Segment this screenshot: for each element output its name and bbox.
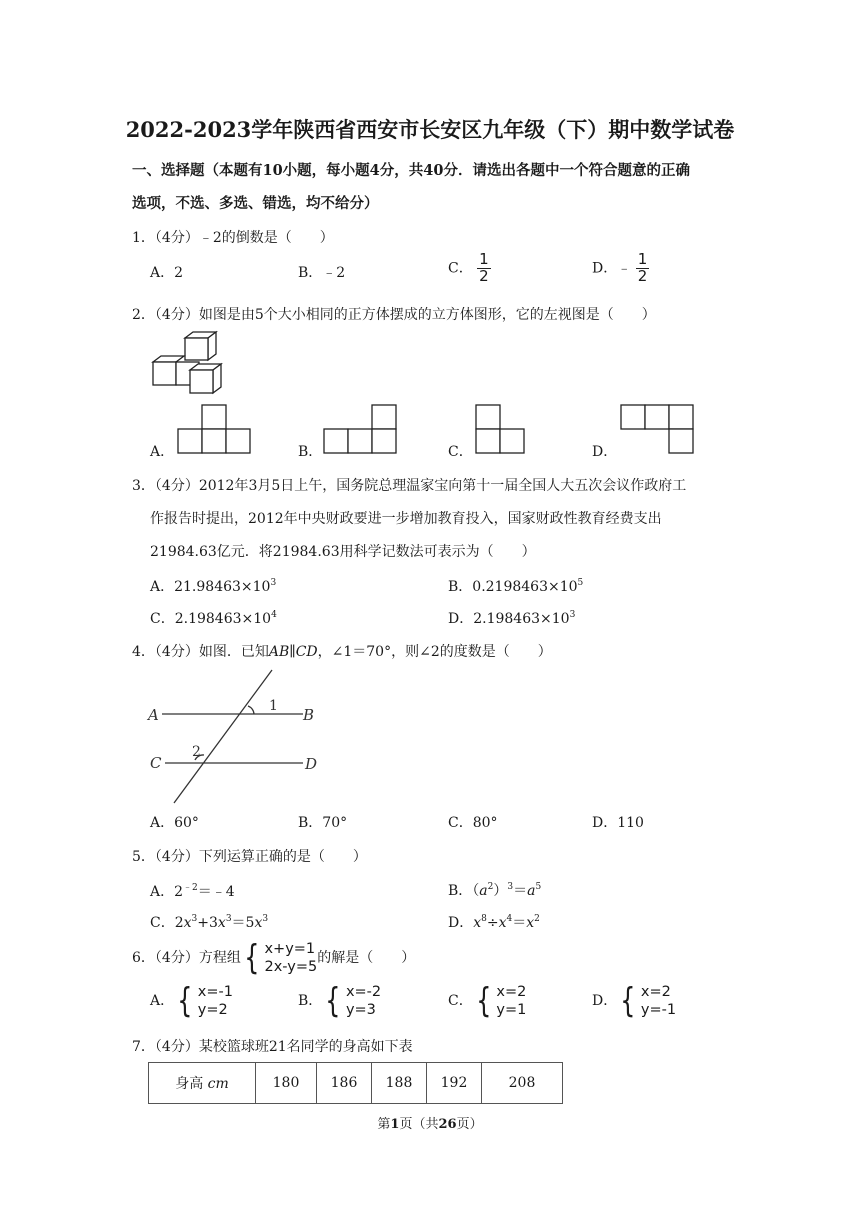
q6-option-b: [298, 981, 382, 1022]
q3-option-c: [150, 608, 277, 628]
text: A．2: [150, 884, 184, 900]
q2-option-c-figure: [474, 403, 530, 457]
equation-row: x=-1: [197, 984, 233, 1000]
exponent: 3: [507, 882, 514, 892]
q4-segment-cd: CD: [295, 644, 318, 660]
q1-stem: 1．（4分）﹣2的倒数是（ ）: [132, 230, 334, 246]
q6-stem-prefix: 6．（4分）方程组: [132, 950, 241, 967]
q3-option-b-text: B．0.2198463×10: [448, 579, 578, 595]
exponent: 3: [262, 914, 269, 924]
q6-option-a: [150, 981, 233, 1022]
page-total: 26: [438, 1117, 457, 1132]
q6-option-c: [448, 981, 527, 1022]
text: +3: [197, 915, 218, 931]
footer-text: 第: [377, 1117, 391, 1132]
table-cell: 192: [427, 1063, 482, 1104]
q2-option-a-figure: [176, 403, 254, 457]
table-cell: 188: [372, 1063, 427, 1104]
exponent: 5: [577, 578, 584, 588]
exponent: 8: [481, 914, 487, 924]
page-footer: [0, 1113, 860, 1132]
variable: a: [479, 883, 488, 899]
exponent: 4: [271, 610, 277, 620]
q4-option-a: A．60°: [150, 815, 199, 831]
equation-row: y=2: [197, 1002, 228, 1019]
variable: a: [527, 883, 536, 899]
table-row: [149, 1063, 563, 1104]
q5-option-a: [150, 880, 235, 901]
table-cell: 208: [482, 1063, 563, 1104]
fraction-denominator: 2: [479, 266, 489, 285]
exponent: ﹣2: [183, 883, 198, 893]
q1-option-d-label: D．﹣: [592, 260, 632, 277]
text: D．: [448, 915, 474, 931]
exponent: 2: [534, 914, 540, 924]
exponent: 3: [225, 914, 232, 924]
q3-stem-line2: 作报告时提出，2012年中央财政要进一步增加教育投入，国家财政性教育经费支出: [150, 511, 662, 527]
equation-row: x+y=1: [264, 941, 316, 957]
variable: x: [217, 915, 226, 931]
q7-stem: 7．（4分）某校篮球班21名同学的身高如下表: [132, 1039, 413, 1055]
q4-segment-ab: AB: [268, 644, 290, 660]
q6-option-d: [592, 981, 677, 1022]
text: C．2: [150, 915, 184, 931]
option-label: A．: [150, 993, 175, 1010]
height-table: [148, 1062, 563, 1104]
header-label: 身高: [175, 1076, 204, 1092]
fraction-numerator: 1: [479, 250, 489, 268]
q4-option-c: C．80°: [448, 815, 498, 831]
q1-option-c: [448, 252, 491, 285]
q6-stem-suffix: 的解是（ ）: [317, 950, 416, 967]
q4-option-d: D．110: [592, 815, 644, 831]
variable: x: [254, 915, 263, 931]
footer-text: 页）: [456, 1117, 483, 1132]
q1-option-a: A．2: [150, 265, 184, 281]
exponent: 5: [535, 882, 542, 892]
brace-icon: {: [325, 981, 341, 1022]
variable: x: [498, 915, 507, 931]
point-label-b: B: [303, 706, 315, 724]
q3-stem-line1: 3．（4分）2012年3月5日上午，国务院总理温家宝向第十一届全国人大五次会议作政府工: [132, 478, 687, 494]
table-cell: 186: [317, 1063, 372, 1104]
equation-row: 2x-y=5: [264, 959, 318, 976]
equation-row: y=-1: [640, 1002, 677, 1019]
exponent: 2: [487, 882, 494, 892]
exponent: 3: [191, 914, 198, 924]
page-title: 2022-2023学年陕西省西安市长安区九年级（下）期中数学试卷: [125, 117, 735, 142]
section-heading-line1: 一、选择题（本题有10小题，每小题4分，共40分．请选出各题中一个符合题意的正确: [132, 162, 690, 179]
q1-option-b: B．﹣2: [298, 265, 346, 281]
table-header-cell: [149, 1063, 256, 1104]
exponent: 3: [270, 578, 277, 588]
text: B．（: [448, 883, 480, 899]
angle-label-2: 2: [192, 744, 201, 760]
brace-icon: {: [244, 938, 260, 979]
q3-stem-line3: 21984.63亿元．将21984.63用科学记数法可表示为（ ）: [150, 544, 536, 560]
header-unit: cm: [207, 1076, 229, 1092]
exponent: 3: [569, 610, 576, 620]
q2-option-a-label: A．: [150, 444, 175, 460]
q4-parallel-lines-figure: [140, 665, 340, 807]
q5-option-d: [448, 912, 540, 932]
q1-option-d-fraction: [636, 252, 650, 285]
point-label-c: C: [150, 754, 162, 772]
q4-option-b: B．70°: [298, 815, 348, 831]
page-number: 1: [390, 1117, 400, 1132]
parallel-symbol: ∥: [289, 644, 296, 660]
q2-option-b-figure: [322, 403, 400, 457]
q1-option-d: [592, 252, 649, 285]
q4-stem-suffix: ，∠1＝70°，则∠2的度数是（ ）: [317, 644, 552, 660]
q2-option-d-figure: [619, 403, 697, 457]
angle-label-1: 1: [269, 698, 278, 714]
q6-equation-system: [241, 938, 318, 979]
variable: x: [473, 915, 482, 931]
q6-stem: [132, 938, 416, 979]
q1-option-c-fraction: [477, 252, 491, 285]
variable: x: [526, 915, 535, 931]
q3-option-c-text: C．2.198463×10: [150, 611, 272, 627]
text: ＝5: [231, 915, 255, 931]
equation-row: x=2: [496, 984, 527, 1000]
q5-option-b: [448, 880, 541, 900]
q5-option-c: [150, 912, 268, 932]
equation-row: x=2: [640, 984, 671, 1000]
q3-option-d: [448, 608, 575, 628]
q1-option-c-label: C．: [448, 260, 473, 277]
q2-cube-figure: [148, 330, 248, 396]
q4-stem-prefix: 4．（4分）如图．已知: [132, 644, 269, 660]
equation-row: x=-2: [345, 984, 382, 1000]
equation-row: y=1: [496, 1002, 527, 1019]
q3-option-a-text: A．21.98463×10: [150, 579, 271, 595]
section-heading-line2: 选项，不选、多选、错选，均不给分）: [132, 195, 379, 212]
text: ）: [493, 883, 508, 899]
angle-1-arc: [248, 706, 254, 714]
text: ＝﹣4: [197, 884, 235, 900]
footer-text: 页（共: [399, 1117, 439, 1132]
variable: x: [183, 915, 192, 931]
q4-stem: [132, 641, 552, 661]
text: ＝: [512, 915, 527, 931]
q2-stem: 2．（4分）如图是由5个大小相同的正方体摆成的立方体图形，它的左视图是（ ）: [132, 307, 656, 323]
text: ＝: [513, 883, 528, 899]
exponent: 4: [506, 914, 513, 924]
q3-option-d-text: D．2.198463×10: [448, 611, 570, 627]
fraction-denominator: 2: [637, 266, 648, 285]
text: ÷: [486, 915, 499, 931]
brace-icon: {: [475, 981, 492, 1022]
brace-icon: {: [177, 981, 193, 1022]
q5-stem: 5．（4分）下列运算正确的是（ ）: [132, 849, 367, 865]
equation-row: y=3: [345, 1002, 376, 1019]
point-label-a: A: [148, 706, 159, 724]
option-label: C．: [448, 993, 473, 1010]
brace-icon: {: [620, 981, 636, 1022]
q3-option-a: [150, 576, 276, 596]
q2-option-b-label: B．: [298, 444, 323, 460]
table-cell: 180: [256, 1063, 317, 1104]
point-label-d: D: [305, 755, 318, 773]
option-label: B．: [298, 993, 323, 1010]
q2-option-c-label: C．: [448, 444, 473, 460]
option-label: D．: [592, 993, 618, 1010]
q3-option-b: [448, 576, 583, 596]
transversal-line: [174, 670, 272, 803]
fraction-numerator: 1: [637, 250, 648, 268]
q2-option-d-label: D．: [592, 444, 618, 460]
